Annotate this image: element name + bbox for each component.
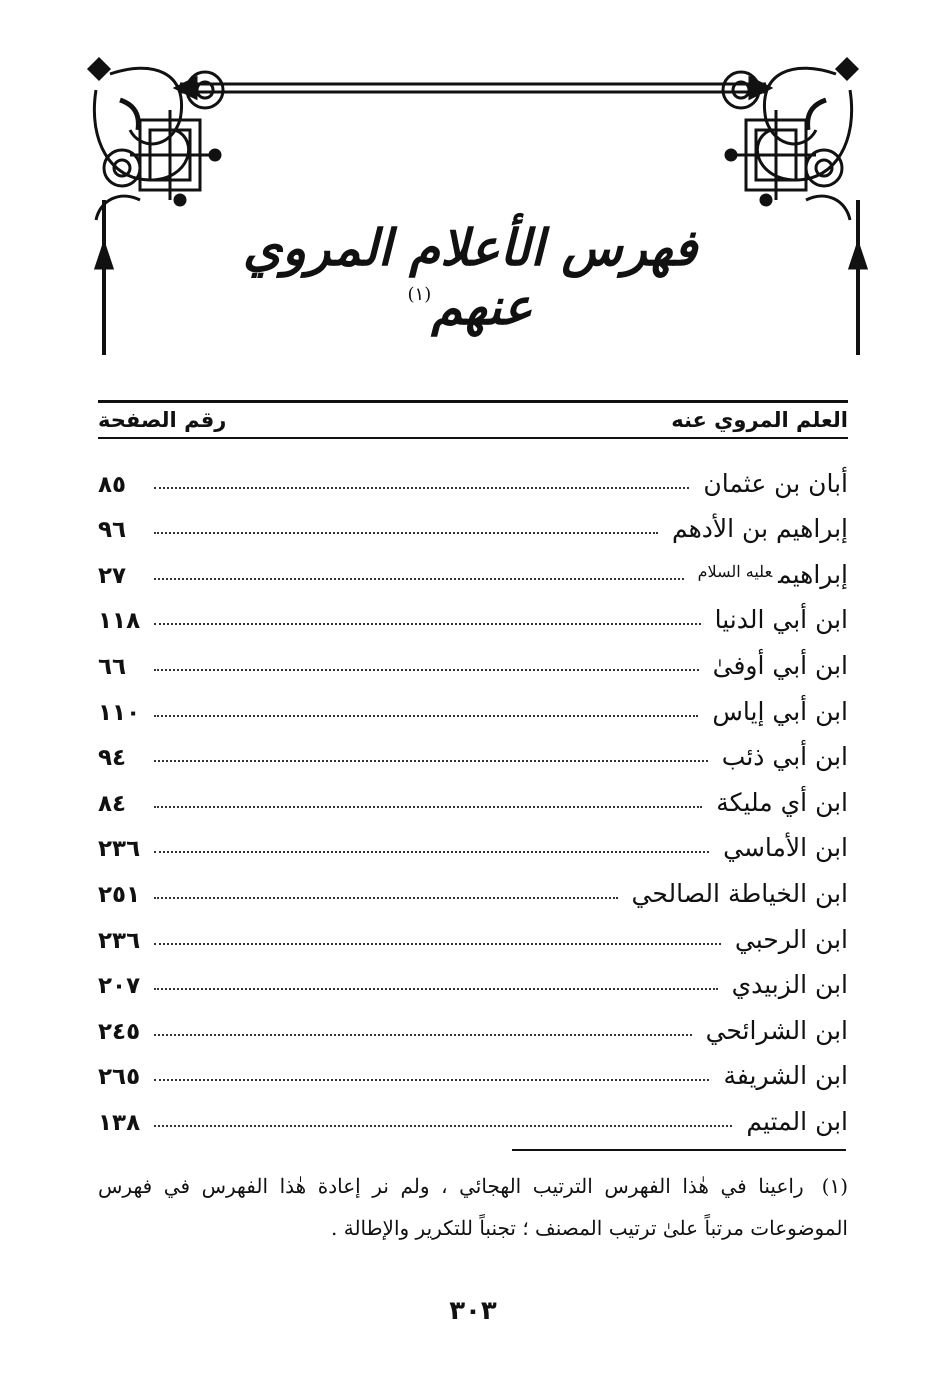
index-entry [98, 634, 848, 680]
footnote-text: راعينا في هٰذا الفهرس الترتيب الهجائي ، ولم نر إعادة هٰذا الفهرس في فهرس الموضوعات مرتباً علىٰ ترتيب المصنف ؛ تجنباً للتكرير والإطالة . [98, 1174, 848, 1240]
entry-name: ابن أبي الدنيا [714, 605, 848, 635]
leader-dots [154, 1034, 692, 1036]
leader-dots [154, 806, 702, 808]
leader-dots [154, 851, 709, 853]
page-column-header: رقم الصفحة [98, 408, 227, 432]
leader-dots [154, 988, 718, 990]
entry-name-text: إبراهيم [778, 559, 848, 589]
entry-page: ٢٦٥ [98, 1064, 141, 1091]
entry-page: ٢٣٦ [98, 836, 141, 863]
index-entry [98, 680, 848, 726]
leader-dots [154, 487, 689, 489]
index-entry [98, 452, 848, 498]
entry-name: ابن المتيم [746, 1106, 848, 1136]
index-entry [98, 498, 848, 544]
entry-name: أبان بن عثمان [703, 468, 848, 498]
index-entry [98, 771, 848, 817]
index-entry [98, 1090, 848, 1136]
entry-name: ابن أبي ذئب [721, 742, 848, 772]
entry-page: ٩٤ [98, 745, 127, 772]
entry-page: ٢٥١ [98, 881, 141, 908]
index-entry [98, 862, 848, 908]
leader-dots [154, 578, 684, 580]
entry-name: ابن الزبيدي [731, 970, 848, 1000]
leader-dots [154, 669, 699, 671]
index-entry [98, 999, 848, 1045]
leader-dots [154, 760, 708, 762]
entry-page: ٨٥ [98, 471, 127, 498]
entry-page: ٨٤ [98, 790, 127, 817]
leader-dots [154, 1125, 732, 1127]
entry-page: ٢٤٥ [98, 1018, 141, 1045]
entry-page: ٢٧ [98, 562, 127, 589]
page-number: ٣٠٣ [449, 1296, 497, 1326]
footnote-marker: (١) [821, 1174, 848, 1198]
entry-page: ٢٣٦ [98, 927, 141, 954]
title-text: فهرس الأعلام المروي عنهم [242, 218, 698, 336]
index-entry [98, 543, 848, 589]
entry-page: ٢٠٧ [98, 973, 141, 1000]
page-title [240, 218, 700, 336]
index-entry [98, 908, 848, 954]
index-entries [98, 452, 848, 1136]
entry-page: ١٣٨ [98, 1109, 141, 1136]
leader-dots [154, 897, 618, 899]
name-column-header: العلم المروي عنه [671, 408, 848, 432]
index-entry [98, 817, 848, 863]
entry-name: ابن أي مليكة [716, 787, 848, 817]
column-header-row [98, 400, 848, 439]
leader-dots [154, 623, 701, 625]
entry-page: ٦٦ [98, 653, 127, 680]
entry-name: ابن أبي إياس [712, 696, 848, 726]
footnote-divider [512, 1149, 846, 1151]
entry-name: إبراهيم بن الأدهم [671, 514, 848, 544]
entry-name: ابن الرحبي [734, 924, 848, 954]
entry-name: ابن الخياطة الصالحي [631, 878, 848, 908]
index-entry [98, 954, 848, 1000]
entry-name: ابن أبي أوفىٰ [712, 650, 848, 680]
entry-name: ابن الشريفة [723, 1061, 848, 1091]
leader-dots [154, 715, 698, 717]
index-entry [98, 1045, 848, 1091]
left-corner-ornament [89, 59, 223, 220]
footnote [98, 1165, 848, 1249]
index-entry [98, 589, 848, 635]
leader-dots [154, 532, 658, 534]
right-corner-ornament [723, 59, 857, 220]
index-entry [98, 726, 848, 772]
leader-dots [154, 943, 721, 945]
honorific-glyph: عليه السلام [697, 561, 773, 581]
entry-name: ابن الشرائحي [705, 1015, 848, 1045]
entry-name [698, 560, 848, 589]
entry-page: ١١٨ [98, 608, 141, 635]
entry-page: ١١٠ [98, 699, 141, 726]
entry-name: ابن الأماسي [723, 833, 848, 863]
entry-page: ٩٦ [98, 517, 127, 544]
title-footnote-marker: (١) [407, 284, 432, 305]
leader-dots [154, 1079, 709, 1081]
